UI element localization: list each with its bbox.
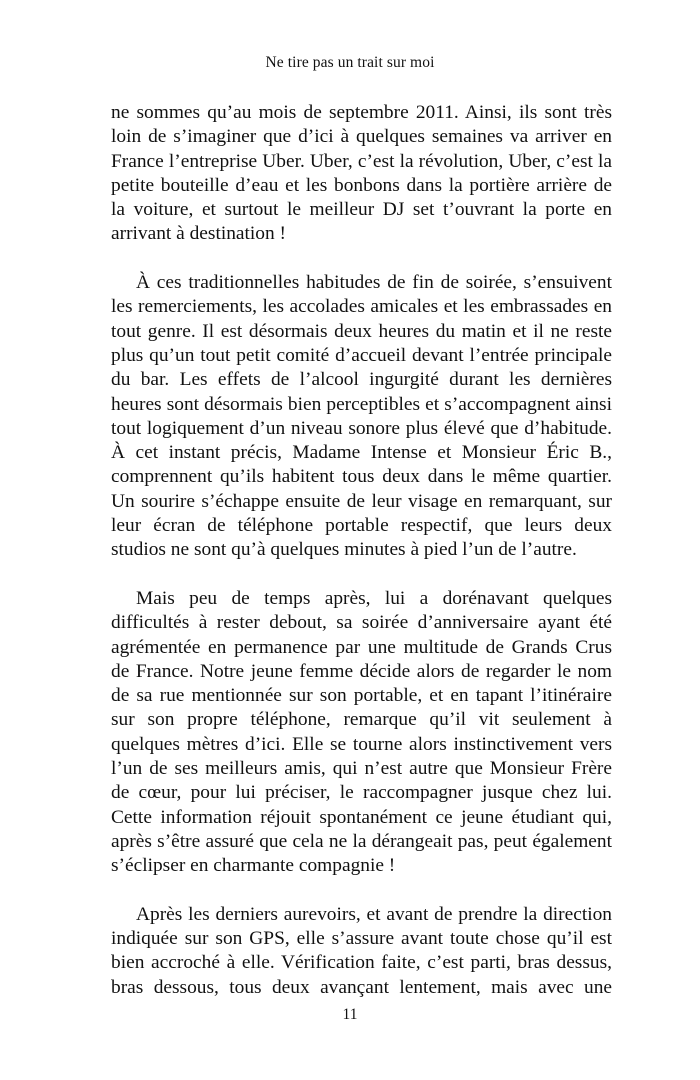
running-header-title: Ne tire pas un trait sur moi [265,54,435,71]
paragraph-goodbyes: Après les derniers aurevoirs, et avant de prendre la direction indiquée sur son GPS, elle s’assure avant toute chose qu’il est bien accroché à elle. Vérification faite, c’est parti, bras dessus, bras dessous, tous deux avançant lentement, mais avec une [111,903,612,998]
paragraph-end-of-evening: À ces traditionnelles habitudes de fin de soirée, s’ensuivent les remerciements, les accolades amicales et les embrassades en tout genre. Il est désormais deux heures du matin et il ne reste plus qu’un tout petit comité d’accueil devant l’entrée principale du bar. Les effets de l’alcool ingurgité durant les dernières heures sont désormais bien perceptibles et s’accompagnent ainsi tout logiquement d’un niveau sonore plus élevé que d’habitude. À cet instant précis, Madame Intense et Monsieur Éric B., comprennent qu’ils habitent tous deux dans le même quartier. Un sourire s’échappe ensuite de leur visage en remarquant, sur leur écran de téléphone portable respectif, que leurs deux studios ne sont qu’à quelques minutes à pied l’un de l’autre. [111,272,612,561]
body-text [111,101,612,1024]
paragraph-walk-home: Mais peu de temps après, lui a dorénavant quelques difficultés à rester debout, sa soirée d’anniversaire ayant été agrémentée en permanence par une multitude de Grands Crus de France. Notre jeune femme décide alors de regarder le nom de sa rue mentionnée sur son portable, et en tapant l’itinéraire sur son propre téléphone, remarque qu’il vit seulement à quelques mètres d’ici. Elle se tourne alors instinctivement vers l’un de ses meilleurs amis, qui n’est autre que Monsieur Frère de cœur, pour lui préciser, le raccompagner jusque chez lui. Cette information réjouit spontanément ce jeune étudiant qui, après s’être assuré que cela ne la dérangeait pas, peut également s’éclipser en charmante compagnie ! [111,587,612,877]
page-number: 11 [342,1006,358,1023]
paragraph-continuation: ne sommes qu’au mois de septembre 2011. Ainsi, ils sont très loin de s’imaginer que d’ici à quelques semaines va arriver en France l’entreprise Uber. Uber, c’est la révolution, Uber, c’est la petite bouteille d’eau et les bonbons dans la portière arrière de la voiture, et surtout le meilleur DJ set t’ouvrant la porte en arrivant à destination ! [111,102,612,245]
